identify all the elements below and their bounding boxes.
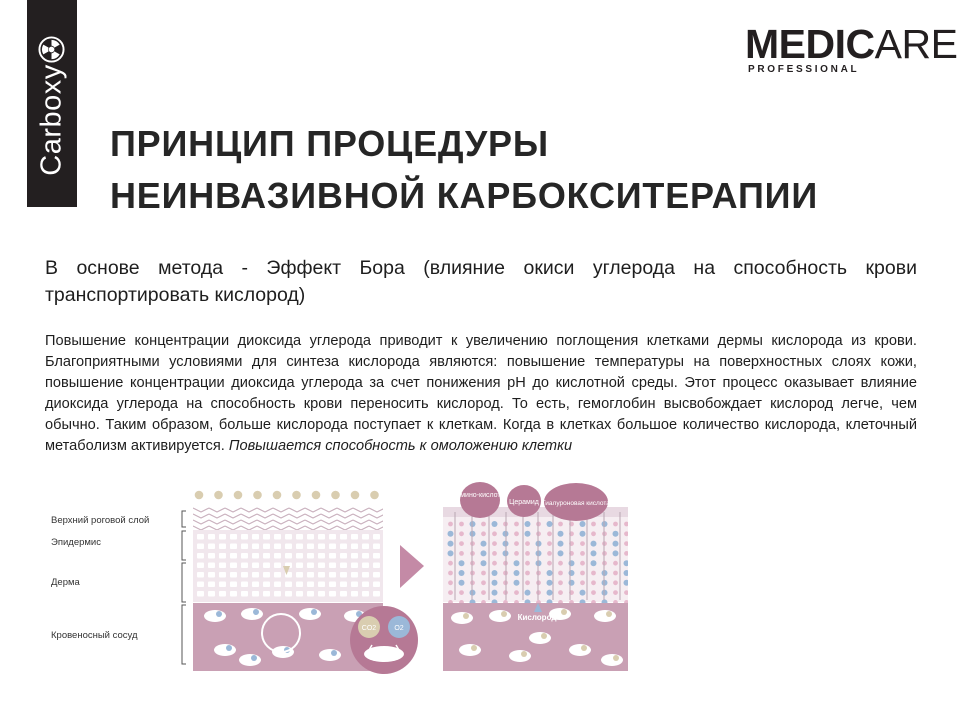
skin-cell	[329, 563, 336, 569]
skin-cell-dot	[558, 522, 563, 527]
co2-dot	[331, 491, 340, 500]
skin-cell	[340, 534, 347, 540]
skin-cell	[318, 553, 325, 559]
skin-cell	[296, 591, 303, 597]
skin-cell-dot	[492, 561, 497, 566]
co2-dot	[471, 645, 477, 651]
skin-cell-dot	[558, 561, 563, 566]
skin-cell-dot	[624, 551, 629, 556]
skin-cell-dot	[448, 531, 454, 537]
skin-cell-dot	[591, 560, 597, 566]
skin-cell	[230, 572, 237, 578]
red-blood-cell	[594, 610, 616, 622]
body-text: Повышение концентрации диоксида углерода приводит к увеличению поглощения клетками дермы кислорода из крови. Благоприятными условиями для синтеза кислорода являются: повышение температуры на поверхностных слоях кожи, повышение концентрации диоксида углерода за счет понижения pH до кислотной среды. Этот процесс оказывает влияние диоксида углерода на способность крови переносить кислород. То есть, гемоглобин высвобождает кислород легче, чем обычно. Таким образом, больше кислорода поступает к клеткам. Когда в клетках большое количество кислорода, клеточный метаболизм активируется.	[45, 333, 917, 454]
skin-cell	[208, 553, 215, 559]
transition-arrow-icon	[400, 545, 424, 588]
skin-cell-dot	[569, 580, 575, 586]
skin-cell	[219, 591, 226, 597]
skin-cell-dot	[448, 541, 454, 547]
skin-cell	[263, 582, 270, 588]
skin-cell-dot	[591, 541, 597, 547]
skin-cell-dot	[514, 551, 519, 556]
body-emphasis: Повышается способность к омоложению клетки	[228, 438, 573, 454]
skin-cell-dot	[492, 570, 498, 576]
co2-dot	[521, 651, 527, 657]
skin-cell	[340, 563, 347, 569]
skin-cell	[362, 572, 369, 578]
skin-cell-dot	[591, 522, 596, 527]
skin-cell	[373, 572, 380, 578]
red-blood-cell	[489, 610, 511, 622]
skin-cell	[274, 582, 281, 588]
skin-cell-dot	[514, 560, 520, 566]
skin-cell-dot	[448, 580, 453, 585]
skin-cell-dot	[459, 531, 464, 536]
skin-cell-dot	[525, 531, 531, 537]
skin-cell	[351, 534, 358, 540]
red-blood-cell	[319, 649, 341, 661]
oxygen-dot	[311, 609, 317, 615]
skin-cell	[241, 553, 248, 559]
skin-cell-dot	[459, 541, 464, 546]
skin-cell-dot	[492, 580, 498, 586]
oxygen-dot	[251, 655, 257, 661]
skin-cell	[285, 582, 292, 588]
skin-cell	[362, 553, 369, 559]
skin-cell	[318, 534, 325, 540]
co2-dot	[253, 491, 262, 500]
page-title	[110, 118, 818, 222]
skin-cell-dot	[492, 590, 498, 596]
oxygen-dot	[253, 609, 259, 615]
label-blood-vessel: Кровеносный сосуд	[51, 630, 138, 641]
skin-cell	[318, 544, 325, 550]
skin-cell-dot	[580, 541, 585, 546]
skin-cell-dot	[525, 551, 530, 556]
skin-cell-dot	[558, 571, 563, 576]
label-stratum-corneum: Верхний роговой слой	[51, 515, 150, 526]
skin-cell	[208, 591, 215, 597]
side-tab	[27, 0, 77, 207]
skin-cell	[351, 582, 358, 588]
skin-cell	[197, 553, 204, 559]
brand-name-bold: MEDIC	[745, 21, 875, 67]
red-blood-cell	[529, 632, 551, 644]
skin-cell	[373, 534, 380, 540]
skin-cell	[252, 582, 259, 588]
skin-cell-dot	[492, 541, 497, 546]
skin-cell	[362, 563, 369, 569]
skin-cell-dot	[547, 531, 552, 536]
skin-cell	[208, 582, 215, 588]
skin-cell	[296, 572, 303, 578]
skin-cell	[197, 591, 204, 597]
skin-cell	[208, 534, 215, 540]
brand-name	[745, 21, 958, 67]
oxygen-dot	[331, 650, 337, 656]
skin-cell-dot	[525, 590, 531, 596]
skin-cell	[241, 563, 248, 569]
side-tab-label: Carboxy	[35, 64, 68, 176]
skin-cell-dot	[481, 522, 486, 527]
skin-cell-dot	[613, 571, 618, 576]
skin-cell	[263, 534, 270, 540]
title-line-1: ПРИНЦИП ПРОЦЕДУРЫ	[110, 123, 549, 164]
skin-cell	[230, 544, 237, 550]
red-blood-cell	[459, 644, 481, 656]
skin-cell-dot	[613, 590, 618, 595]
skin-cell-dot	[481, 590, 486, 595]
skin-cell	[274, 572, 281, 578]
carboxy-logo-icon	[38, 36, 65, 63]
skin-cell	[263, 553, 270, 559]
skin-cell-dot	[580, 571, 585, 576]
skin-cell	[197, 534, 204, 540]
skin-cell	[274, 534, 281, 540]
red-blood-cell	[214, 644, 236, 656]
co2-dot	[501, 611, 507, 617]
co2-dot	[195, 491, 204, 500]
skin-cell-dot	[580, 580, 585, 585]
red-blood-cell	[239, 654, 261, 666]
skin-cell	[318, 572, 325, 578]
skin-cell	[362, 534, 369, 540]
skin-cell	[329, 591, 336, 597]
skin-cell	[351, 572, 358, 578]
skin-cell	[285, 534, 292, 540]
skin-cell-dot	[613, 550, 619, 556]
skin-cell-dot	[459, 580, 465, 586]
skin-cell-dot	[547, 580, 553, 586]
co2-dot	[606, 611, 612, 617]
skin-cell	[296, 553, 303, 559]
skin-cell	[252, 544, 259, 550]
co2-dot	[581, 645, 587, 651]
skin-cell-dot	[624, 522, 629, 527]
skin-cell	[307, 582, 314, 588]
skin-cell	[329, 544, 336, 550]
skin-cell-dot	[558, 531, 564, 537]
co2-dot	[370, 491, 379, 500]
skin-cell-dot	[591, 550, 597, 556]
skin-cell-dot	[547, 590, 553, 596]
skin-cell	[351, 591, 358, 597]
skin-cell	[241, 544, 248, 550]
skin-cell-dot	[569, 560, 575, 566]
skin-cell-dot	[481, 550, 487, 556]
oxygen-dot	[226, 645, 232, 651]
skin-cell-dot	[613, 561, 618, 566]
skin-cell	[230, 553, 237, 559]
skin-cell-dot	[481, 560, 487, 566]
skin-cell-dot	[591, 580, 596, 585]
skin-cell-dot	[448, 522, 453, 527]
skin-cell-dot	[580, 531, 586, 537]
skin-cell	[219, 563, 226, 569]
skin-cell-dot	[558, 550, 564, 556]
co2-dot	[613, 655, 619, 661]
skin-cell-dot	[492, 551, 497, 556]
skin-cell	[219, 544, 226, 550]
skin-cell-dot	[613, 580, 618, 585]
co2-dot	[541, 633, 547, 639]
skin-cell	[274, 544, 281, 550]
co2-dot	[312, 491, 321, 500]
skin-cell	[230, 534, 237, 540]
subtitle: В основе метода - Эффект Бора (влияние окиси углерода на способность крови транспортировать кислород)	[45, 257, 917, 306]
skin-cell-dot	[624, 580, 630, 586]
skin-cell-dot	[525, 580, 530, 585]
skin-cell	[318, 591, 325, 597]
skin-cell	[285, 544, 292, 550]
skin-cell-dot	[591, 571, 596, 576]
skin-cell	[296, 582, 303, 588]
body-paragraph	[45, 331, 917, 457]
skin-cell	[219, 582, 226, 588]
skin-cell	[274, 591, 281, 597]
skin-cell	[208, 563, 215, 569]
skin-cell	[307, 553, 314, 559]
skin-cell	[252, 572, 259, 578]
skin-cell	[230, 563, 237, 569]
skin-cell-dot	[613, 541, 619, 547]
skin-cell	[373, 563, 380, 569]
skin-cell	[252, 591, 259, 597]
skin-cell	[263, 591, 270, 597]
skin-cell-dot	[580, 590, 586, 596]
skin-cell-dot	[525, 521, 531, 527]
skin-cell-dot	[514, 570, 520, 576]
skin-cell	[252, 563, 259, 569]
skin-cell-dot	[481, 531, 486, 536]
skin-cell-dot	[481, 541, 487, 547]
skin-cell-dot	[547, 521, 553, 527]
skin-cell	[307, 572, 314, 578]
red-blood-cell	[241, 608, 263, 620]
skin-cell	[274, 563, 281, 569]
brand-name-regular: ARE	[874, 21, 958, 67]
skin-cell-dot	[624, 570, 630, 576]
skin-cell	[373, 553, 380, 559]
co2-dot	[292, 491, 301, 500]
skin-cell-dot	[547, 551, 552, 556]
skin-cell-dot	[514, 522, 519, 527]
skin-cell	[329, 582, 336, 588]
gas-exchange-bubble	[350, 606, 418, 674]
skin-cell	[373, 544, 380, 550]
skin-cell	[296, 563, 303, 569]
co2-dot	[273, 491, 282, 500]
skin-cell-dot	[459, 590, 464, 595]
skin-cell	[351, 544, 358, 550]
skin-cell	[219, 572, 226, 578]
skin-cell-dot	[448, 590, 453, 595]
skin-cell-dot	[514, 541, 519, 546]
skin-cell	[340, 553, 347, 559]
skin-cell	[208, 572, 215, 578]
skin-cell-dot	[613, 531, 619, 537]
brand-logo	[745, 21, 958, 80]
skin-cell	[340, 544, 347, 550]
skin-cell-dot	[624, 531, 629, 536]
skin-cell	[197, 572, 204, 578]
skin-cell	[373, 582, 380, 588]
skin-cell	[197, 544, 204, 550]
skin-cell	[274, 553, 281, 559]
skin-cell	[296, 544, 303, 550]
skin-cell-dot	[459, 570, 465, 576]
skin-cell-dot	[525, 571, 530, 576]
skin-cell	[241, 534, 248, 540]
brand-tagline: PROFESSIONAL	[748, 64, 860, 75]
skin-cell	[285, 553, 292, 559]
skin-cell-dot	[459, 551, 464, 556]
skin-cell	[230, 582, 237, 588]
co2-dot	[351, 491, 360, 500]
skin-cell	[219, 553, 226, 559]
co2-dot	[214, 491, 223, 500]
red-blood-cell	[601, 654, 623, 666]
label-epidermis: Эпидермис	[51, 537, 101, 548]
skin-cell-dot	[580, 551, 585, 556]
skin-cell	[318, 563, 325, 569]
skin-cell-dot	[558, 541, 564, 547]
red-blood-cell	[204, 610, 226, 622]
skin-cell-dot	[591, 590, 596, 595]
skin-cell	[307, 563, 314, 569]
skin-cell	[263, 544, 270, 550]
skin-cell-dot	[591, 531, 596, 536]
skin-cell-dot	[547, 561, 552, 566]
skin-cell	[241, 591, 248, 597]
skin-cell-dot	[459, 560, 465, 566]
skin-cell-dot	[547, 541, 552, 546]
skin-cell	[307, 534, 314, 540]
skin-cell-dot	[481, 571, 486, 576]
skin-cell-dot	[580, 561, 585, 566]
red-blood-cell	[299, 608, 321, 620]
layer-brackets	[182, 511, 186, 664]
skin-cell	[252, 534, 259, 540]
skin-cell	[241, 582, 248, 588]
co2-dot	[561, 609, 567, 615]
red-blood-cell	[451, 612, 473, 624]
title-line-2: НЕИНВАЗИВНОЙ КАРБОКСИТЕРАПИИ	[110, 175, 819, 216]
skin-cell-dot	[569, 570, 575, 576]
skin-cell-dot	[492, 531, 497, 536]
skin-cell	[197, 563, 204, 569]
skin-cell-dot	[525, 561, 530, 566]
skin-cell	[318, 582, 325, 588]
skin-cell-dot	[459, 522, 464, 527]
skin-cell	[362, 591, 369, 597]
skin-cell-dot	[514, 590, 519, 595]
skin-cell-dot	[547, 570, 553, 576]
skin-cell	[340, 582, 347, 588]
hyaluronic-acid-label: Гиалуроновая кислота	[542, 500, 610, 507]
skin-cell-dot	[492, 521, 498, 527]
skin-cell	[230, 591, 237, 597]
label-dermis: Дерма	[51, 577, 80, 588]
skin-cell	[263, 572, 270, 578]
skin-cell-dot	[514, 580, 520, 586]
skin-cell	[307, 544, 314, 550]
skin-cell	[252, 553, 259, 559]
co2-label: CO2	[361, 625, 377, 632]
skin-cell	[285, 591, 292, 597]
skin-diagram	[0, 480, 960, 720]
skin-cell-dot	[448, 550, 454, 556]
co2-dot	[463, 613, 469, 619]
skin-cell-dot	[558, 590, 563, 595]
red-blood-cell	[569, 644, 591, 656]
skin-cell	[362, 582, 369, 588]
skin-cell	[241, 572, 248, 578]
skin-cell-dot	[558, 580, 563, 585]
oxygen-dot	[216, 611, 222, 617]
o2-label: O2	[394, 625, 404, 632]
skin-cell	[373, 591, 380, 597]
skin-cell-dot	[448, 571, 453, 576]
skin-cell	[351, 553, 358, 559]
skin-cell-dot	[624, 590, 629, 595]
ceramide-label: Церамид	[509, 499, 539, 506]
skin-cell-dot	[448, 561, 453, 566]
skin-cell	[362, 544, 369, 550]
skin-cell-dot	[624, 560, 630, 566]
skin-cell	[340, 591, 347, 597]
skin-cell	[329, 553, 336, 559]
skin-cell-dot	[613, 522, 618, 527]
skin-cell	[351, 563, 358, 569]
red-blood-cell	[509, 650, 531, 662]
amino-acid-label: Амино-кислота	[455, 492, 505, 499]
skin-cell-dot	[525, 541, 530, 546]
co2-dot	[234, 491, 243, 500]
skin-cell	[263, 563, 270, 569]
skin-cell-dot	[580, 521, 586, 527]
skin-cell	[197, 582, 204, 588]
skin-cell-dot	[481, 580, 486, 585]
skin-cell	[329, 534, 336, 540]
skin-cell	[307, 591, 314, 597]
skin-cell	[208, 544, 215, 550]
skin-cell	[296, 534, 303, 540]
skin-panel-after	[443, 496, 630, 671]
skin-cell-dot	[514, 531, 519, 536]
skin-cell	[340, 572, 347, 578]
skin-cell-dot	[624, 541, 629, 546]
skin-cell	[219, 534, 226, 540]
oxygen-label: Кислород	[517, 613, 557, 622]
skin-cell	[329, 572, 336, 578]
